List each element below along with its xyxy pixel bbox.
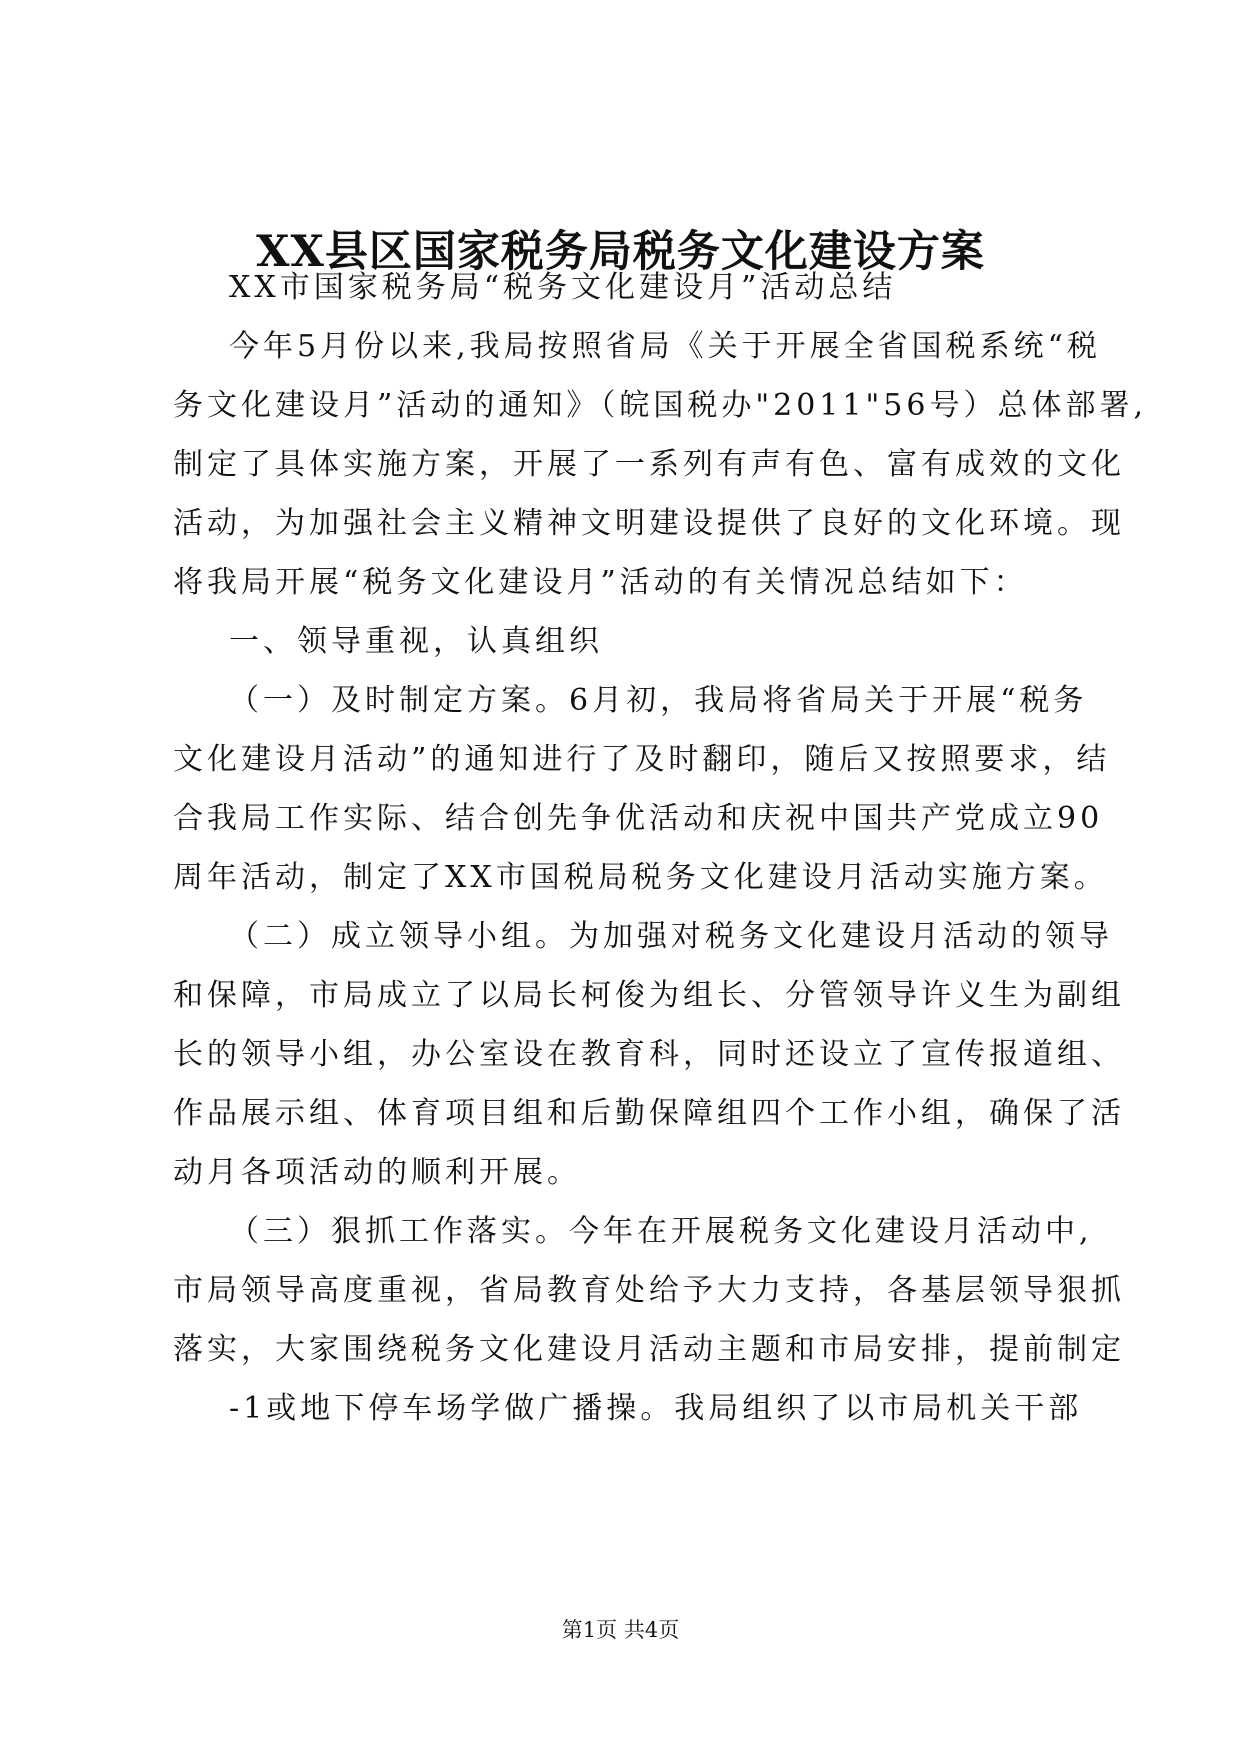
- paragraph-line: 务文化建设月”活动的通知》（皖国税办"2011"56号）总体部署,: [173, 388, 1147, 423]
- paragraph-line: 落实，大家围绕税务文化建设月活动主题和市局安排，提前制定: [173, 1332, 1125, 1367]
- paragraph-line: （二）成立领导小组。为加强对税务文化建设月活动的领导: [229, 919, 1113, 954]
- page-number-footer: 第1页 共4页: [561, 1618, 680, 1642]
- paragraph-line: 制定了具体实施方案，开展了一系列有声有色、富有成效的文化: [173, 447, 1125, 482]
- paragraph-line: 文化建设月活动”的通知进行了及时翻印，随后又按照要求，结: [173, 742, 1111, 777]
- paragraph-line: -1或地下停车场学做广播操。我局组织了以市局机关干部: [229, 1391, 1083, 1426]
- paragraph-line: 动月各项活动的顺利开展。: [173, 1155, 581, 1190]
- subtitle-line: XX市国家税务局“税务文化建设月”活动总结: [229, 270, 897, 305]
- paragraph-line: 将我局开展“税务文化建设月”活动的有关情况总结如下：: [173, 565, 1028, 600]
- paragraph-line: 市局领导高度重视，省局教育处给予大力支持，各基层领导狠抓: [173, 1273, 1125, 1308]
- paragraph-line: （一）及时制定方案。6月初，我局将省局关于开展“税务: [229, 683, 1088, 718]
- paragraph-line: 今年5月份以来,我局按照省局《关于开展全省国税系统“税: [229, 329, 1101, 364]
- document-title: XX县区国家税务局税务文化建设方案: [256, 227, 985, 277]
- paragraph-line: 活动，为加强社会主义精神文明建设提供了良好的文化环境。现: [173, 506, 1125, 541]
- paragraph-line: 合我局工作实际、结合创先争优活动和庆祝中国共产党成立90: [173, 801, 1104, 836]
- paragraph-line: 和保障，市局成立了以局长柯俊为组长、分管领导许义生为副组: [173, 978, 1125, 1013]
- paragraph-line: （三）狠抓工作落实。今年在开展税务文化建设月活动中,: [229, 1214, 1093, 1249]
- paragraph-line: 长的领导小组，办公室设在教育科，同时还设立了宣传报道组、: [173, 1037, 1125, 1072]
- paragraph-line: 周年活动，制定了XX市国税局税务文化建设月活动实施方案。: [173, 860, 1108, 895]
- paragraph-line: 作品展示组、体育项目组和后勤保障组四个工作小组，确保了活: [173, 1096, 1125, 1131]
- section-heading: 一、领导重视，认真组织: [229, 624, 603, 659]
